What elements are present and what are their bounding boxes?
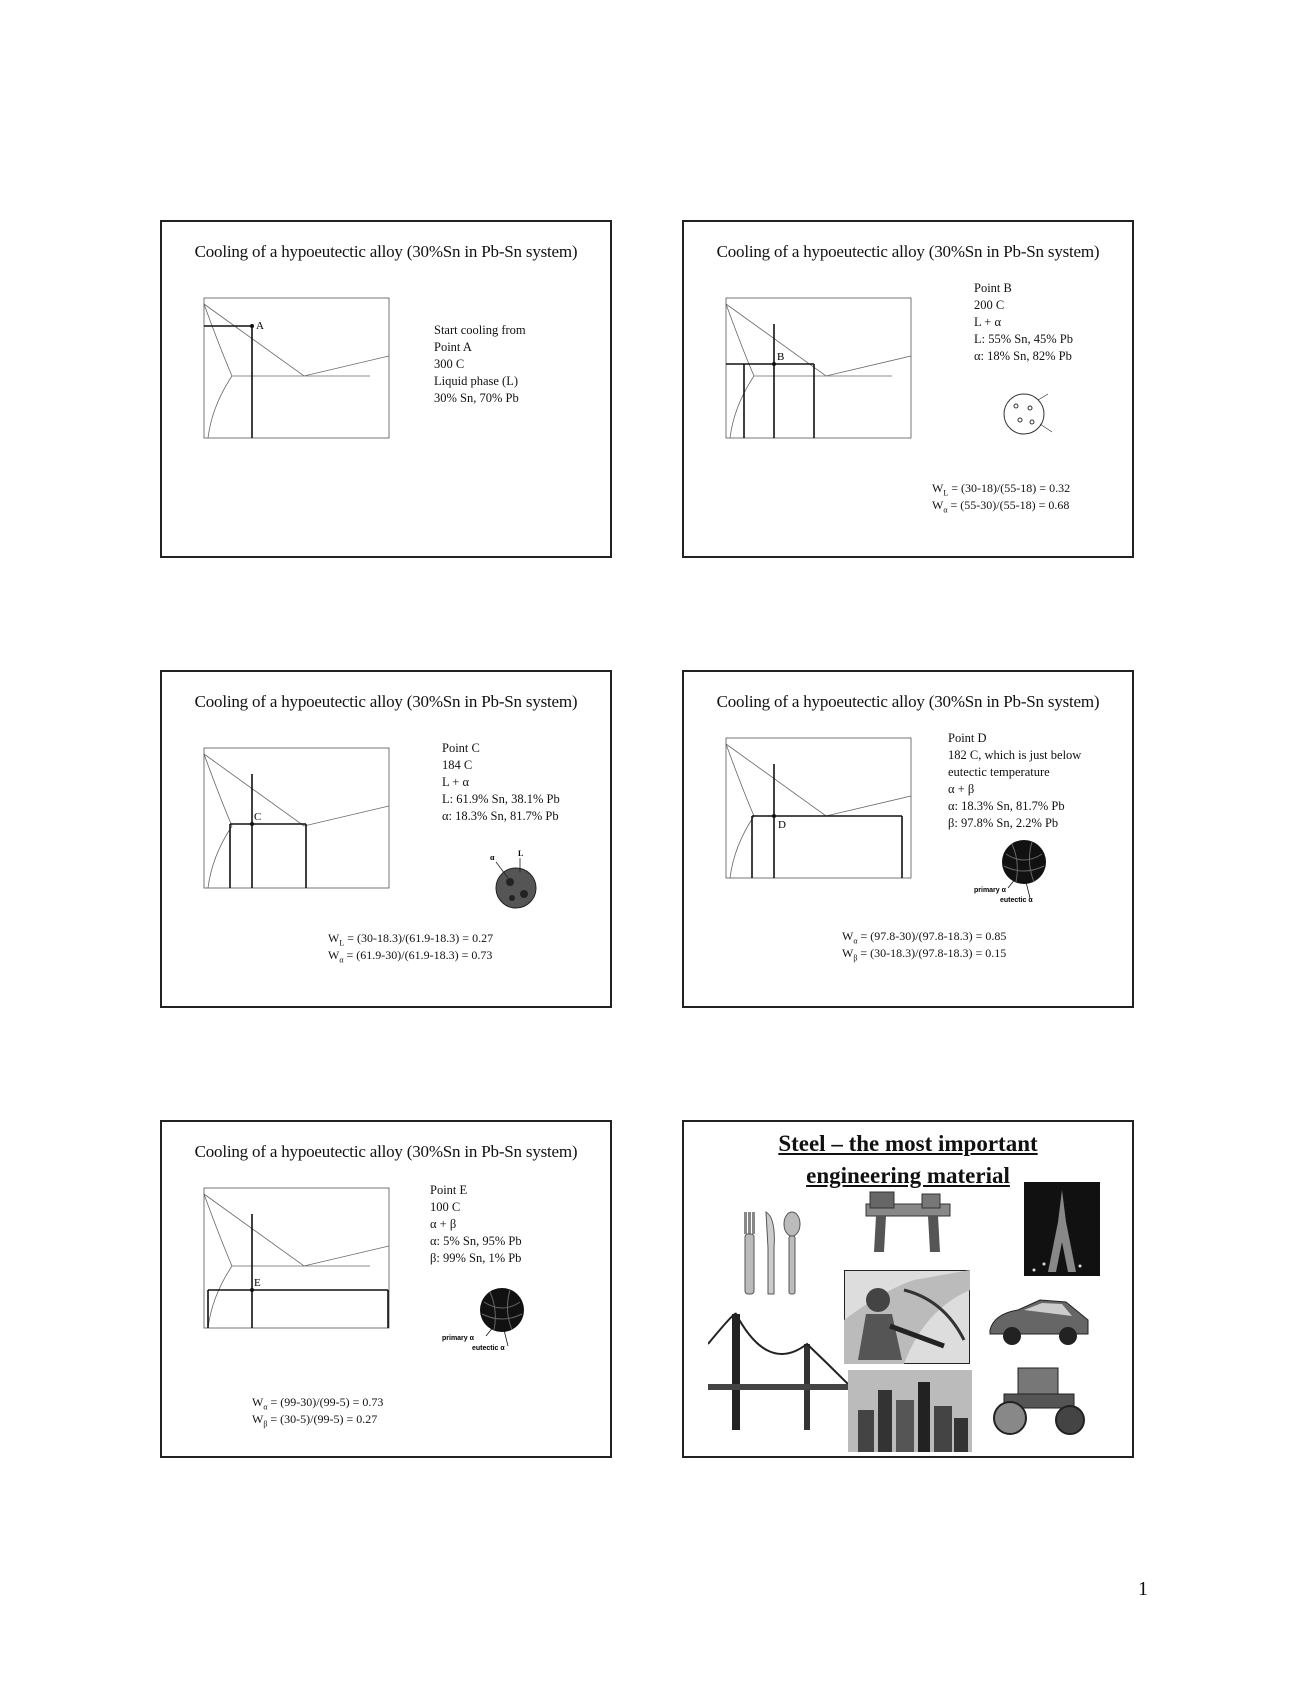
info-line: Point D bbox=[948, 731, 987, 745]
microstructure-sketch bbox=[994, 386, 1064, 442]
slide-4 bbox=[682, 670, 1134, 1008]
slide-title: Cooling of a hypoeutectic alloy (30%Sn in Pb-Sn system) bbox=[716, 692, 1100, 711]
point-label: B bbox=[777, 351, 785, 363]
info-line: Point A bbox=[434, 340, 472, 354]
micro-label-eutectic: eutectic α bbox=[1000, 897, 1033, 904]
microstructure-sketch bbox=[960, 836, 1070, 906]
info-line: L + α bbox=[974, 315, 1002, 329]
microstructure-sketch bbox=[480, 848, 550, 914]
info-line: L: 55% Sn, 45% Pb bbox=[974, 332, 1073, 346]
micro-label-alpha: α bbox=[490, 853, 495, 862]
point-info bbox=[948, 730, 1081, 832]
sports-car-clipart bbox=[984, 1292, 1094, 1350]
info-line: 300 C bbox=[434, 357, 465, 371]
weight-fraction-L: $W_L = (30-18)/(55-18) = 0.32$ bbox=[932, 481, 1071, 498]
point-label: E bbox=[254, 1277, 261, 1289]
slide-2 bbox=[682, 220, 1134, 558]
phase-diagram bbox=[192, 738, 402, 906]
road-roller-clipart bbox=[984, 1362, 1096, 1438]
point-label: D bbox=[778, 819, 786, 831]
point-info bbox=[430, 1182, 522, 1267]
info-line: L: 61.9% Sn, 38.1% Pb bbox=[442, 792, 560, 806]
phase-diagram bbox=[192, 288, 402, 456]
welder-worker-clipart bbox=[844, 1270, 970, 1364]
weight-fraction-L: $W_L = (30-18.3)/(61.9-18.3) = 0.27$ bbox=[328, 931, 494, 948]
info-line: α: 18.3% Sn, 81.7% Pb bbox=[948, 799, 1065, 813]
micro-label-primary: primary α bbox=[974, 887, 1006, 894]
steel-slide-title: Steel – the most important engineering material bbox=[778, 1131, 1038, 1188]
slide-6-steel bbox=[682, 1120, 1134, 1458]
info-line: 100 C bbox=[430, 1200, 461, 1214]
golden-gate-bridge-clipart bbox=[708, 1304, 848, 1434]
slide-5 bbox=[160, 1120, 612, 1458]
phase-diagram bbox=[714, 288, 924, 456]
info-line: α: 18% Sn, 82% Pb bbox=[974, 349, 1072, 363]
weight-fraction-alpha: $W_\alpha = (55-30)/(55-18) = 0.68$ bbox=[932, 498, 1070, 515]
micro-label-eutectic: eutectic α bbox=[472, 1345, 505, 1352]
city-skyline-clipart bbox=[848, 1370, 972, 1452]
info-line: Point E bbox=[430, 1183, 468, 1197]
info-line: 30% Sn, 70% Pb bbox=[434, 391, 519, 405]
weight-fraction-alpha: $W_\alpha = (99-30)/(99-5) = 0.73$ bbox=[252, 1395, 384, 1412]
info-line: β: 99% Sn, 1% Pb bbox=[430, 1251, 522, 1265]
info-line: 184 C bbox=[442, 758, 473, 772]
info-line: α + β bbox=[948, 782, 975, 796]
point-info bbox=[974, 280, 1073, 365]
weight-fraction-beta: $W_\beta = (30-18.3)/(97.8-18.3) = 0.15$ bbox=[842, 946, 1007, 963]
page-number: 1 bbox=[1138, 1578, 1148, 1600]
phase-diagram bbox=[192, 1178, 402, 1346]
cutlery-clipart bbox=[736, 1208, 806, 1298]
eiffel-tower-night-clipart bbox=[1024, 1182, 1100, 1276]
point-label: A bbox=[256, 320, 264, 332]
info-line: 200 C bbox=[974, 298, 1005, 312]
point-label: C bbox=[254, 811, 262, 823]
slide-1 bbox=[160, 220, 612, 558]
point-info bbox=[442, 740, 560, 825]
microstructure-sketch bbox=[438, 1282, 548, 1354]
micro-label-liquid: L bbox=[518, 849, 524, 858]
info-line: Start cooling from bbox=[434, 323, 526, 337]
info-line: Point B bbox=[974, 281, 1012, 295]
lathe-machine-clipart bbox=[862, 1186, 954, 1256]
info-line: 182 C, which is just below bbox=[948, 748, 1082, 762]
slide-title: Cooling of a hypoeutectic alloy (30%Sn in Pb-Sn system) bbox=[194, 242, 578, 261]
slide-3 bbox=[160, 670, 612, 1008]
weight-fraction-alpha: $W_\alpha = (61.9-30)/(61.9-18.3) = 0.73$ bbox=[328, 948, 493, 965]
info-line: Liquid phase (L) bbox=[434, 374, 519, 388]
info-line: α + β bbox=[430, 1217, 457, 1231]
weight-fraction-alpha: $W_\alpha = (97.8-30)/(97.8-18.3) = 0.85$ bbox=[842, 929, 1007, 946]
info-line: β: 97.8% Sn, 2.2% Pb bbox=[948, 816, 1059, 830]
info-line: L + α bbox=[442, 775, 470, 789]
info-line: eutectic temperature bbox=[948, 765, 1050, 779]
info-line: α: 18.3% Sn, 81.7% Pb bbox=[442, 809, 559, 823]
slide-title: Cooling of a hypoeutectic alloy (30%Sn in Pb-Sn system) bbox=[194, 692, 578, 711]
micro-label-primary: primary α bbox=[442, 1335, 474, 1342]
point-info bbox=[434, 322, 526, 407]
weight-fraction-beta: $W_\beta = (30-5)/(99-5) = 0.27$ bbox=[252, 1412, 378, 1429]
slide-title: Cooling of a hypoeutectic alloy (30%Sn in Pb-Sn system) bbox=[716, 242, 1100, 261]
info-line: α: 5% Sn, 95% Pb bbox=[430, 1234, 522, 1248]
slide-title: Cooling of a hypoeutectic alloy (30%Sn in Pb-Sn system) bbox=[194, 1142, 578, 1161]
info-line: Point C bbox=[442, 741, 480, 755]
phase-diagram bbox=[714, 728, 924, 896]
